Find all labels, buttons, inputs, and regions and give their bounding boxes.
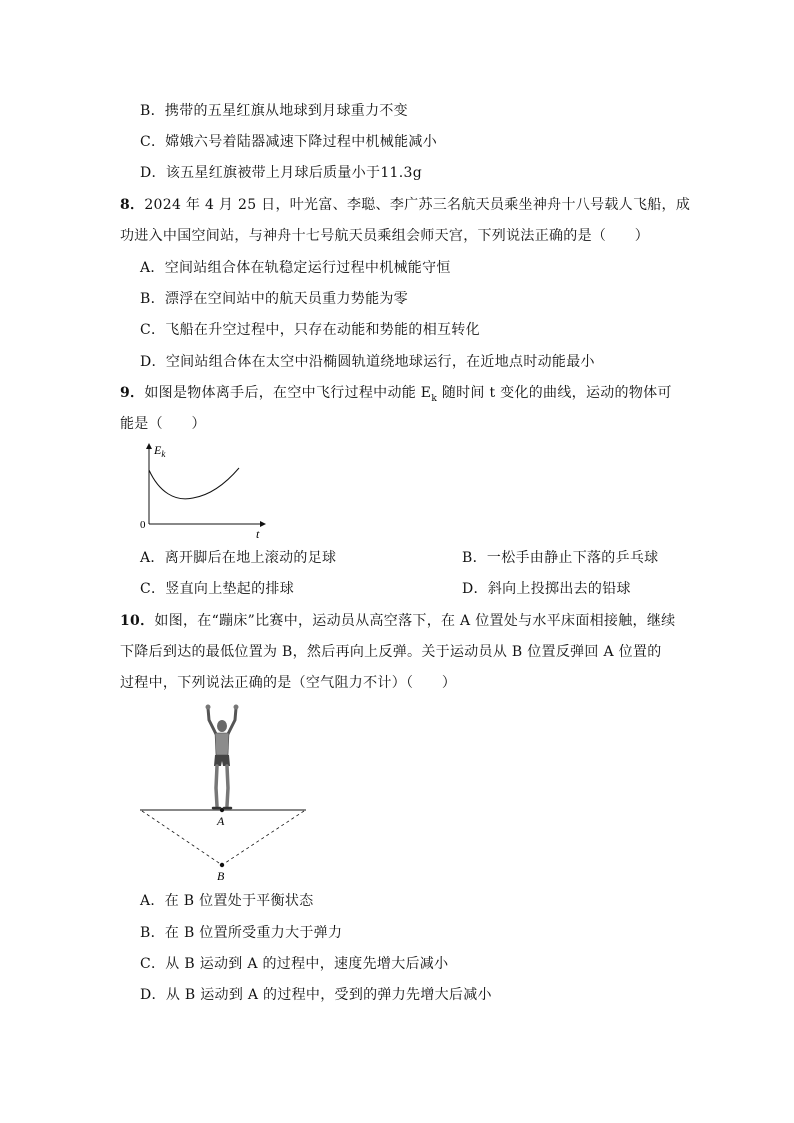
q10-trampoline-figure: [138, 700, 308, 885]
q9-option-b: B．一松手由静止下落的乒乓球: [462, 550, 659, 566]
q8-stem-line1: [120, 195, 690, 215]
q10-dashed-right: [222, 811, 304, 865]
q10-stem-line3: 过程中，下列说法正确的是（空气阻力不计）（ ）: [120, 675, 457, 691]
q9-ek-curve: [149, 468, 239, 499]
q8-option-b: B．漂浮在空间站中的航天员重力势能为零: [140, 291, 408, 307]
q10-athlete-figure: [206, 705, 239, 809]
q8-option-d: D．空间站组合体在太空中沿椭圆轨道绕地球运行，在近地点时动能最小: [140, 354, 595, 370]
q10-option-a: A．在 B 位置处于平衡状态: [140, 893, 314, 909]
q10-stem-line2: 下降后到达的最低位置为 B，然后再向上反弹。关于运动员从 B 位置反弹回 A 位置的: [120, 644, 662, 660]
q9-y-axis-label: $E_k$: [154, 443, 166, 459]
q9-ek-graph: [135, 440, 270, 540]
q9-stem-text1b: 随时间 t 变化的曲线，运动的物体可: [437, 385, 672, 401]
q8-option-a: A．空间站组合体在轨稳定运行过程中机械能守恒: [140, 260, 451, 276]
q9-option-c: C．竖直向上垫起的排球: [140, 581, 295, 597]
q10-option-b: B．在 B 位置所受重力大于弹力: [140, 925, 343, 941]
q9-stem-line1: [120, 383, 672, 409]
q8-option-c: C．飞船在升空过程中，只存在动能和势能的相互转化: [140, 322, 480, 338]
q10-point-b: [220, 863, 224, 867]
q10-label-b: B: [217, 869, 225, 883]
q8-stem-line2: 功进入中国空间站，与神舟十七号航天员乘组会师天宫，下列说法正确的是（ ）: [120, 228, 650, 244]
q10-option-d: D．从 B 运动到 A 的过程中，受到的弹力先增大后减小: [140, 987, 492, 1003]
q7-option-d: D．该五星红旗被带上月球后质量小于11.3g: [140, 165, 422, 181]
q7-option-c: C．嫦娥六号着陆器减速下降过程中机械能减小: [140, 134, 438, 150]
q9-x-axis-label: t: [256, 527, 260, 541]
q9-option-a: A．离开脚后在地上滚动的足球: [140, 550, 337, 566]
q7-option-b: B．携带的五星红旗从地球到月球重力不变: [140, 103, 408, 119]
q10-label-a: A: [217, 814, 225, 828]
q9-origin-label: 0: [140, 519, 146, 531]
q9-number: 9．: [120, 385, 145, 401]
q10-stem-line1: [120, 611, 675, 631]
q10-dashed-left: [142, 811, 222, 865]
q10-option-c: C．从 B 运动到 A 的过程中，速度先增大后减小: [140, 956, 449, 972]
q8-stem-text1: 2024 年 4 月 25 日，叶光富、李聪、李广苏三名航天员乘坐神舟十八号载人飞船，成: [144, 197, 691, 213]
q9-option-d: D．斜向上投掷出去的铅球: [462, 581, 631, 597]
q9-stem-text1a: 如图是物体离手后，在空中飞行过程中动能 E: [144, 385, 432, 401]
q10-stem-text1: 如图，在“蹦床”比赛中，运动员从高空落下，在 A 位置处与水平床面相接触，继续: [154, 613, 676, 629]
q9-stem-subscript: k: [431, 393, 438, 404]
q10-number: 10．: [120, 613, 155, 629]
q8-number: 8．: [120, 197, 145, 213]
q9-stem-line2: 能是（ ）: [120, 416, 206, 432]
